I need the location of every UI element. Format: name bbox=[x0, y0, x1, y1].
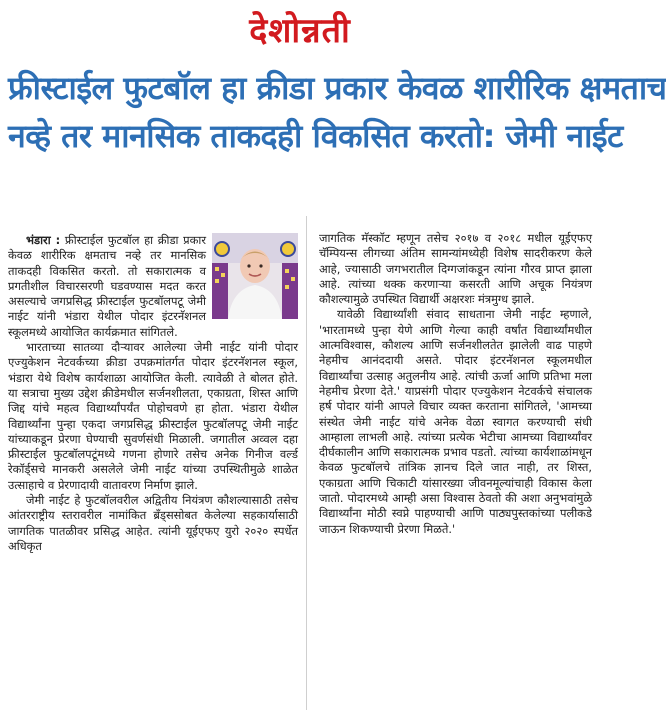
article-photo bbox=[212, 233, 298, 319]
article-paragraph: जागतिक मॅस्कॉट म्हणून तसेच २०१७ व २०१८ मधील यूईएफए चॅम्पियन्स लीगच्या अंतिम सामन्यांमध्येही विशेष सादरीकरण केले आहे, ज्यासाठी जगभरातील दिग्गजांकडून त्यांना गौरव प्राप्त झाला आहे. त्यांच्या थक्क करणाऱ्या कसरती आणि अचूक नियंत्रण कौशल्यामुळे उपस्थित विद्यार्थी अक्षरशः मंत्रमुग्ध झाले. bbox=[319, 231, 592, 307]
article-paragraph: भारताच्या सातव्या दौऱ्यावर आलेल्या जेमी नाईट यांनी पोदार एज्युकेशन नेटवर्कच्या क्रीडा उपक्रमांतर्गत पोदार इंटरनॅशनल स्कूल, भंडारा येथे विशेष कार्यशाळा आयोजित केली. त्यावेळी ते बोलत होते. या सत्राचा मुख्य उद्देश क्रीडेमधील सर्जनशीलता, एकाग्रता, शिस्त आणि जिद्द यांचे महत्व विद्यार्थ्यांपर्यंत पोहोचवणे हा होता. भंडारा येथील विद्यार्थ्यांना पुन्हा एकदा जगप्रसिद्ध फ्रीस्टाईल फुटबॉलपटू जेमी नाईट यांच्याकडून प्रेरणा घेण्याची सुवर्णसंधी मिळाली. जगातील अव्वल दहा फ्रीस्टाईल फुटबॉलपटूंमध्ये गणना होणारे तसेच अनेक गिनीज वर्ल्ड रेकॉर्ड्सचे मानकरी असलेले जेमी नाईट यांच्या उपस्थितीमुळे शाळेत उत्साहाचे व प्रेरणादायी वातावरण निर्माण झाले. bbox=[8, 340, 298, 492]
paragraph-text: फ्रीस्टाईल फुटबॉल हा क्रीडा प्रकार केवळ शारीरिक क्षमताच नव्हे तर मानसिक ताकदही विकसित करतो. तो सकारात्मक व प्रगतीशील विचारसरणी घडवण्यास मदत करत असल्याचे जगप्रसिद्ध फ्रीस्टाईल फुटबॉलपटू जेमी नाईट यांनी भंडारा येथील पोदार इंटरनॅशनल स्कूलमध्ये आयोजित कार्यक्रमात सांगितले. bbox=[8, 233, 207, 339]
article-paragraph: जेमी नाईट हे फुटबॉलवरील अद्वितीय नियंत्रण कौशल्यासाठी तसेच आंतरराष्ट्रीय स्तरावरील नामांकित ब्रँड्ससोबत केलेल्या सहकार्यासाठी जागतिक पातळीवर प्रसिद्ध आहेत. त्यांनी यूईएफए युरो २०२० स्पर्धेत अधिकृत bbox=[8, 493, 298, 553]
newspaper-masthead: देशोन्नती bbox=[249, 11, 351, 51]
column-divider bbox=[306, 216, 307, 710]
article-column-right bbox=[319, 231, 592, 537]
headline-line-2: नव्हे तर मानसिक ताकदही विकसित करतो: जेमी नाईट bbox=[8, 117, 623, 155]
article-paragraph: यावेळी विद्यार्थ्यांशी संवाद साधताना जेमी नाईट म्हणाले, 'भारतामध्ये पुन्हा येणे आणि गेल्या काही वर्षांत विद्यार्थ्यांमधील आत्मविश्वास, कौशल्य आणि सर्जनशीलतेत झालेली वाढ पाहणे नेहमीच आनंददायी असते. पोदार इंटरनॅशनल स्कूलमधील विद्यार्थ्यांचा उत्साह अतुलनीय आहे. त्यांची ऊर्जा आणि प्रतिभा मला नेहमीच प्रेरणा देते.' याप्रसंगी पोदार एज्युकेशन नेटवर्कचे संचालक हर्ष पोदार यांनी आपले विचार व्यक्त करताना सांगितले, 'आमच्या संस्थेत जेमी नाईट यांचे अनेक वेळा स्वागत करण्याची संधी आम्हाला लाभली आहे. त्यांच्या प्रत्येक भेटीचा आमच्या विद्यार्थ्यांवर दीर्घकालीन आणि सकारात्मक प्रभाव पडतो. त्यांच्या कार्यशाळांमधून केवळ फुटबॉलचे तांत्रिक ज्ञानच दिले जात नाही, तर शिस्त, एकाग्रता आणि चिकाटी यांसारख्या जीवनमूल्यांचाही विकास केला जातो. पोदारमध्ये आम्ही असा विश्वास ठेवतो की अशा अनुभवांमुळे विद्यार्थ्यांना मोठी स्वप्ने पाहण्याची आणि पाठ्यपुस्तकांच्या पलीकडे जाऊन शिकण्याची प्रेरणा मिळते.' bbox=[319, 307, 592, 536]
dateline: भंडारा : bbox=[26, 233, 61, 247]
headline-line-1: फ्रीस्टाईल फुटबॉल हा क्रीडा प्रकार केवळ शारीरिक क्षमताच bbox=[8, 69, 666, 107]
article-column-left bbox=[8, 233, 298, 554]
headline bbox=[8, 64, 666, 160]
